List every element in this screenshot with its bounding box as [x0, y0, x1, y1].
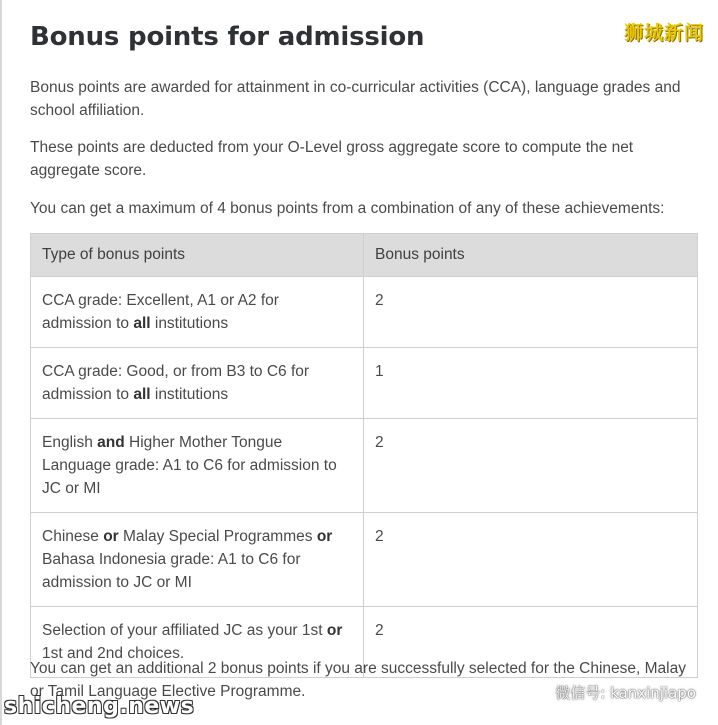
intro-paragraph: Bonus points are awarded for attainment in co-curricular activities (CCA), language grades and school affiliation.: [30, 79, 681, 119]
wechat-label: 微信号: kanxinjiapo: [555, 684, 696, 702]
bonus-points-cell: 2: [364, 607, 698, 678]
bonus-type-cell: [31, 348, 364, 419]
cell-text: CCA grade: Good, or from B3 to C6 for admission to: [42, 363, 310, 403]
cell-text: English: [42, 434, 98, 451]
wechat-id-watermark: [523, 682, 696, 703]
cell-text: 1st and 2nd choices.: [42, 645, 185, 662]
table-row: [31, 348, 698, 419]
cell-text: institutions: [150, 386, 229, 403]
bonus-points-cell: 2: [364, 277, 698, 348]
table-row: [31, 513, 698, 607]
bonus-points-cell: 1: [364, 348, 698, 419]
deduction-paragraph: These points are deducted from your O-Level gross aggregate score to compute the net aggregate score.: [30, 139, 634, 179]
watermark-top: 狮城新闻: [623, 22, 704, 44]
table-row: [31, 277, 698, 348]
cell-text: Chinese: [42, 528, 104, 545]
bonus-points-table: [30, 233, 698, 678]
cell-emphasis: all: [133, 386, 151, 403]
cell-emphasis: all: [133, 315, 151, 332]
bonus-points-cell: 2: [364, 513, 698, 607]
cell-emphasis: or: [103, 528, 119, 545]
page-title: Bonus points for admission: [30, 22, 425, 52]
cell-emphasis: or: [316, 528, 333, 545]
bonus-points-cell: 2: [364, 419, 698, 513]
cell-text: Malay Special Programmes: [118, 528, 317, 545]
cell-text: Bahasa Indonesia grade: A1 to C6 for admission to JC or MI: [42, 551, 301, 591]
bonus-type-cell: [31, 419, 364, 513]
cell-text: Selection of your affiliated JC as your 1st: [42, 622, 327, 639]
bonus-type-cell: [31, 513, 364, 607]
cell-emphasis: or: [326, 622, 343, 639]
column-header-points: Bonus points: [364, 234, 698, 277]
cell-text: CCA grade: Excellent, A1 or A2 for admission to: [42, 292, 279, 332]
wechat-icon: [523, 683, 549, 703]
cell-text: institutions: [150, 315, 229, 332]
table-row: [31, 419, 698, 513]
column-header-type: Type of bonus points: [31, 234, 364, 277]
page-left-border: [0, 0, 2, 725]
table-header-row: [31, 234, 698, 277]
cell-text: Higher Mother Tongue Language grade: A1 to C6 for admission to JC or MI: [42, 434, 337, 497]
bonus-type-cell: [31, 277, 364, 348]
maximum-paragraph: You can get a maximum of 4 bonus points from a combination of any of these achievements:: [30, 200, 665, 217]
additional-points-paragraph: You can get an additional 2 bonus points if you are successfully selected for the Chinese, Malay or Tamil Language Elective Programme.: [30, 660, 686, 700]
watermark-bottom: shicheng.news: [4, 694, 195, 719]
cell-emphasis: and: [97, 434, 125, 451]
